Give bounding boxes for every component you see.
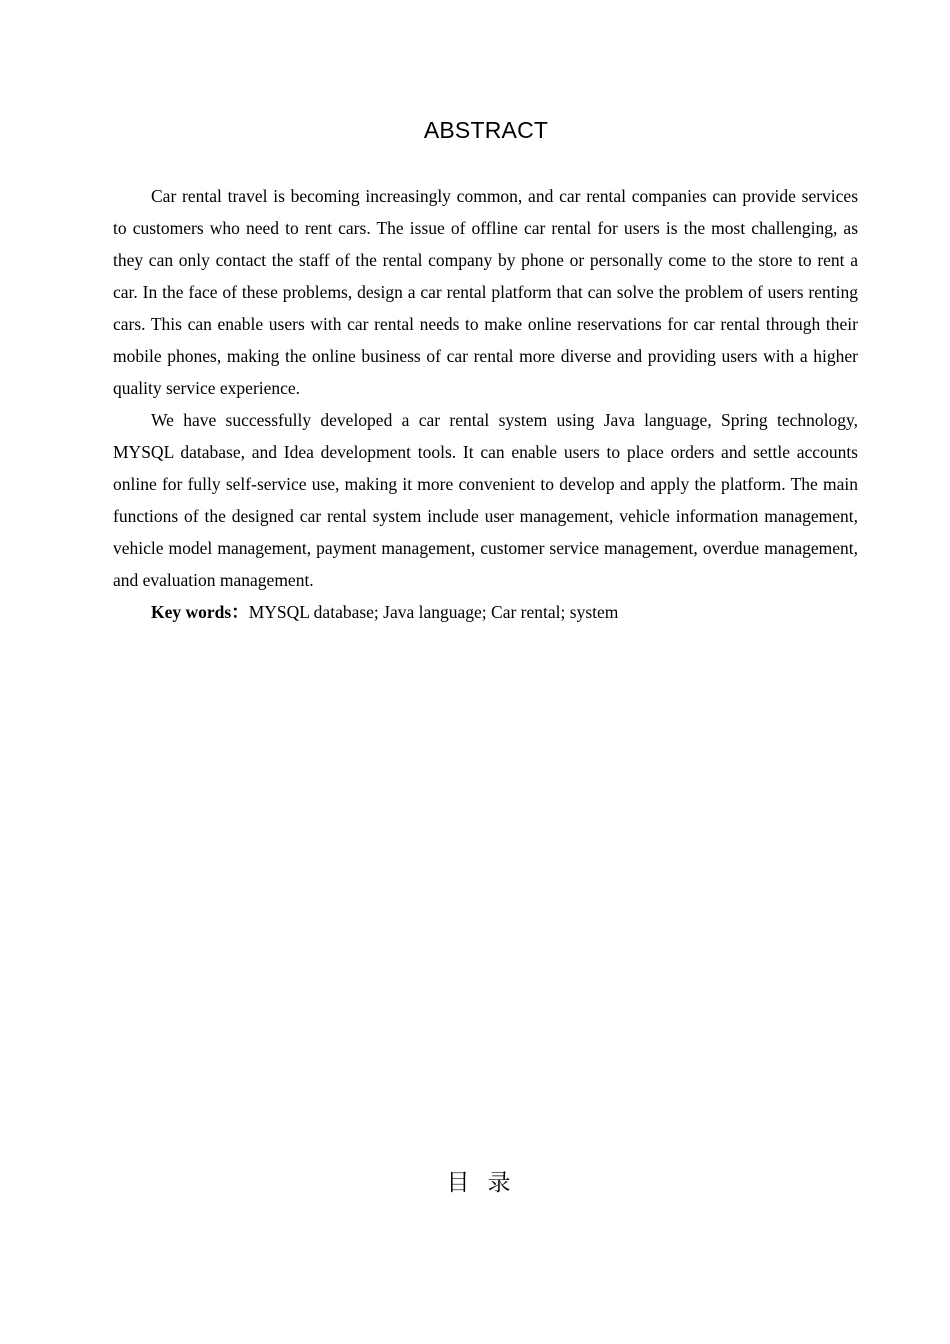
abstract-paragraph-2: We have successfully developed a car rental system using Java language, Spring technology, MYSQL database, and Idea development tools. It can enable users to place orders and settle accounts online for fully self-service use, making it more convenient to develop and apply the platform. The main functions of the designed car rental system include user management, vehicle information management, vehicle model management, payment management, customer service management, overdue management, and evaluation management.: [113, 410, 858, 590]
keywords-label: Key words：: [151, 602, 249, 622]
keywords-line: [113, 596, 858, 628]
keywords-text: MYSQL database; Java language; Car rental; system: [248, 602, 619, 622]
abstract-body: [113, 180, 858, 628]
abstract-paragraph-1: Car rental travel is becoming increasingly common, and car rental companies can provide services to customers who need to rent cars. The issue of offline car rental for users is the most challenging, as they can only contact the staff of the rental company by phone or personally come to the store to rent a car. In the face of these problems, design a car rental platform that can solve the problem of users renting cars. This can enable users with car rental needs to make online reservations for car rental through their mobile phones, making the online business of car rental more diverse and providing users with a higher quality service experience.: [113, 186, 858, 398]
abstract-title: ABSTRACT: [423, 117, 549, 143]
toc-title: 目录: [446, 1170, 529, 1196]
